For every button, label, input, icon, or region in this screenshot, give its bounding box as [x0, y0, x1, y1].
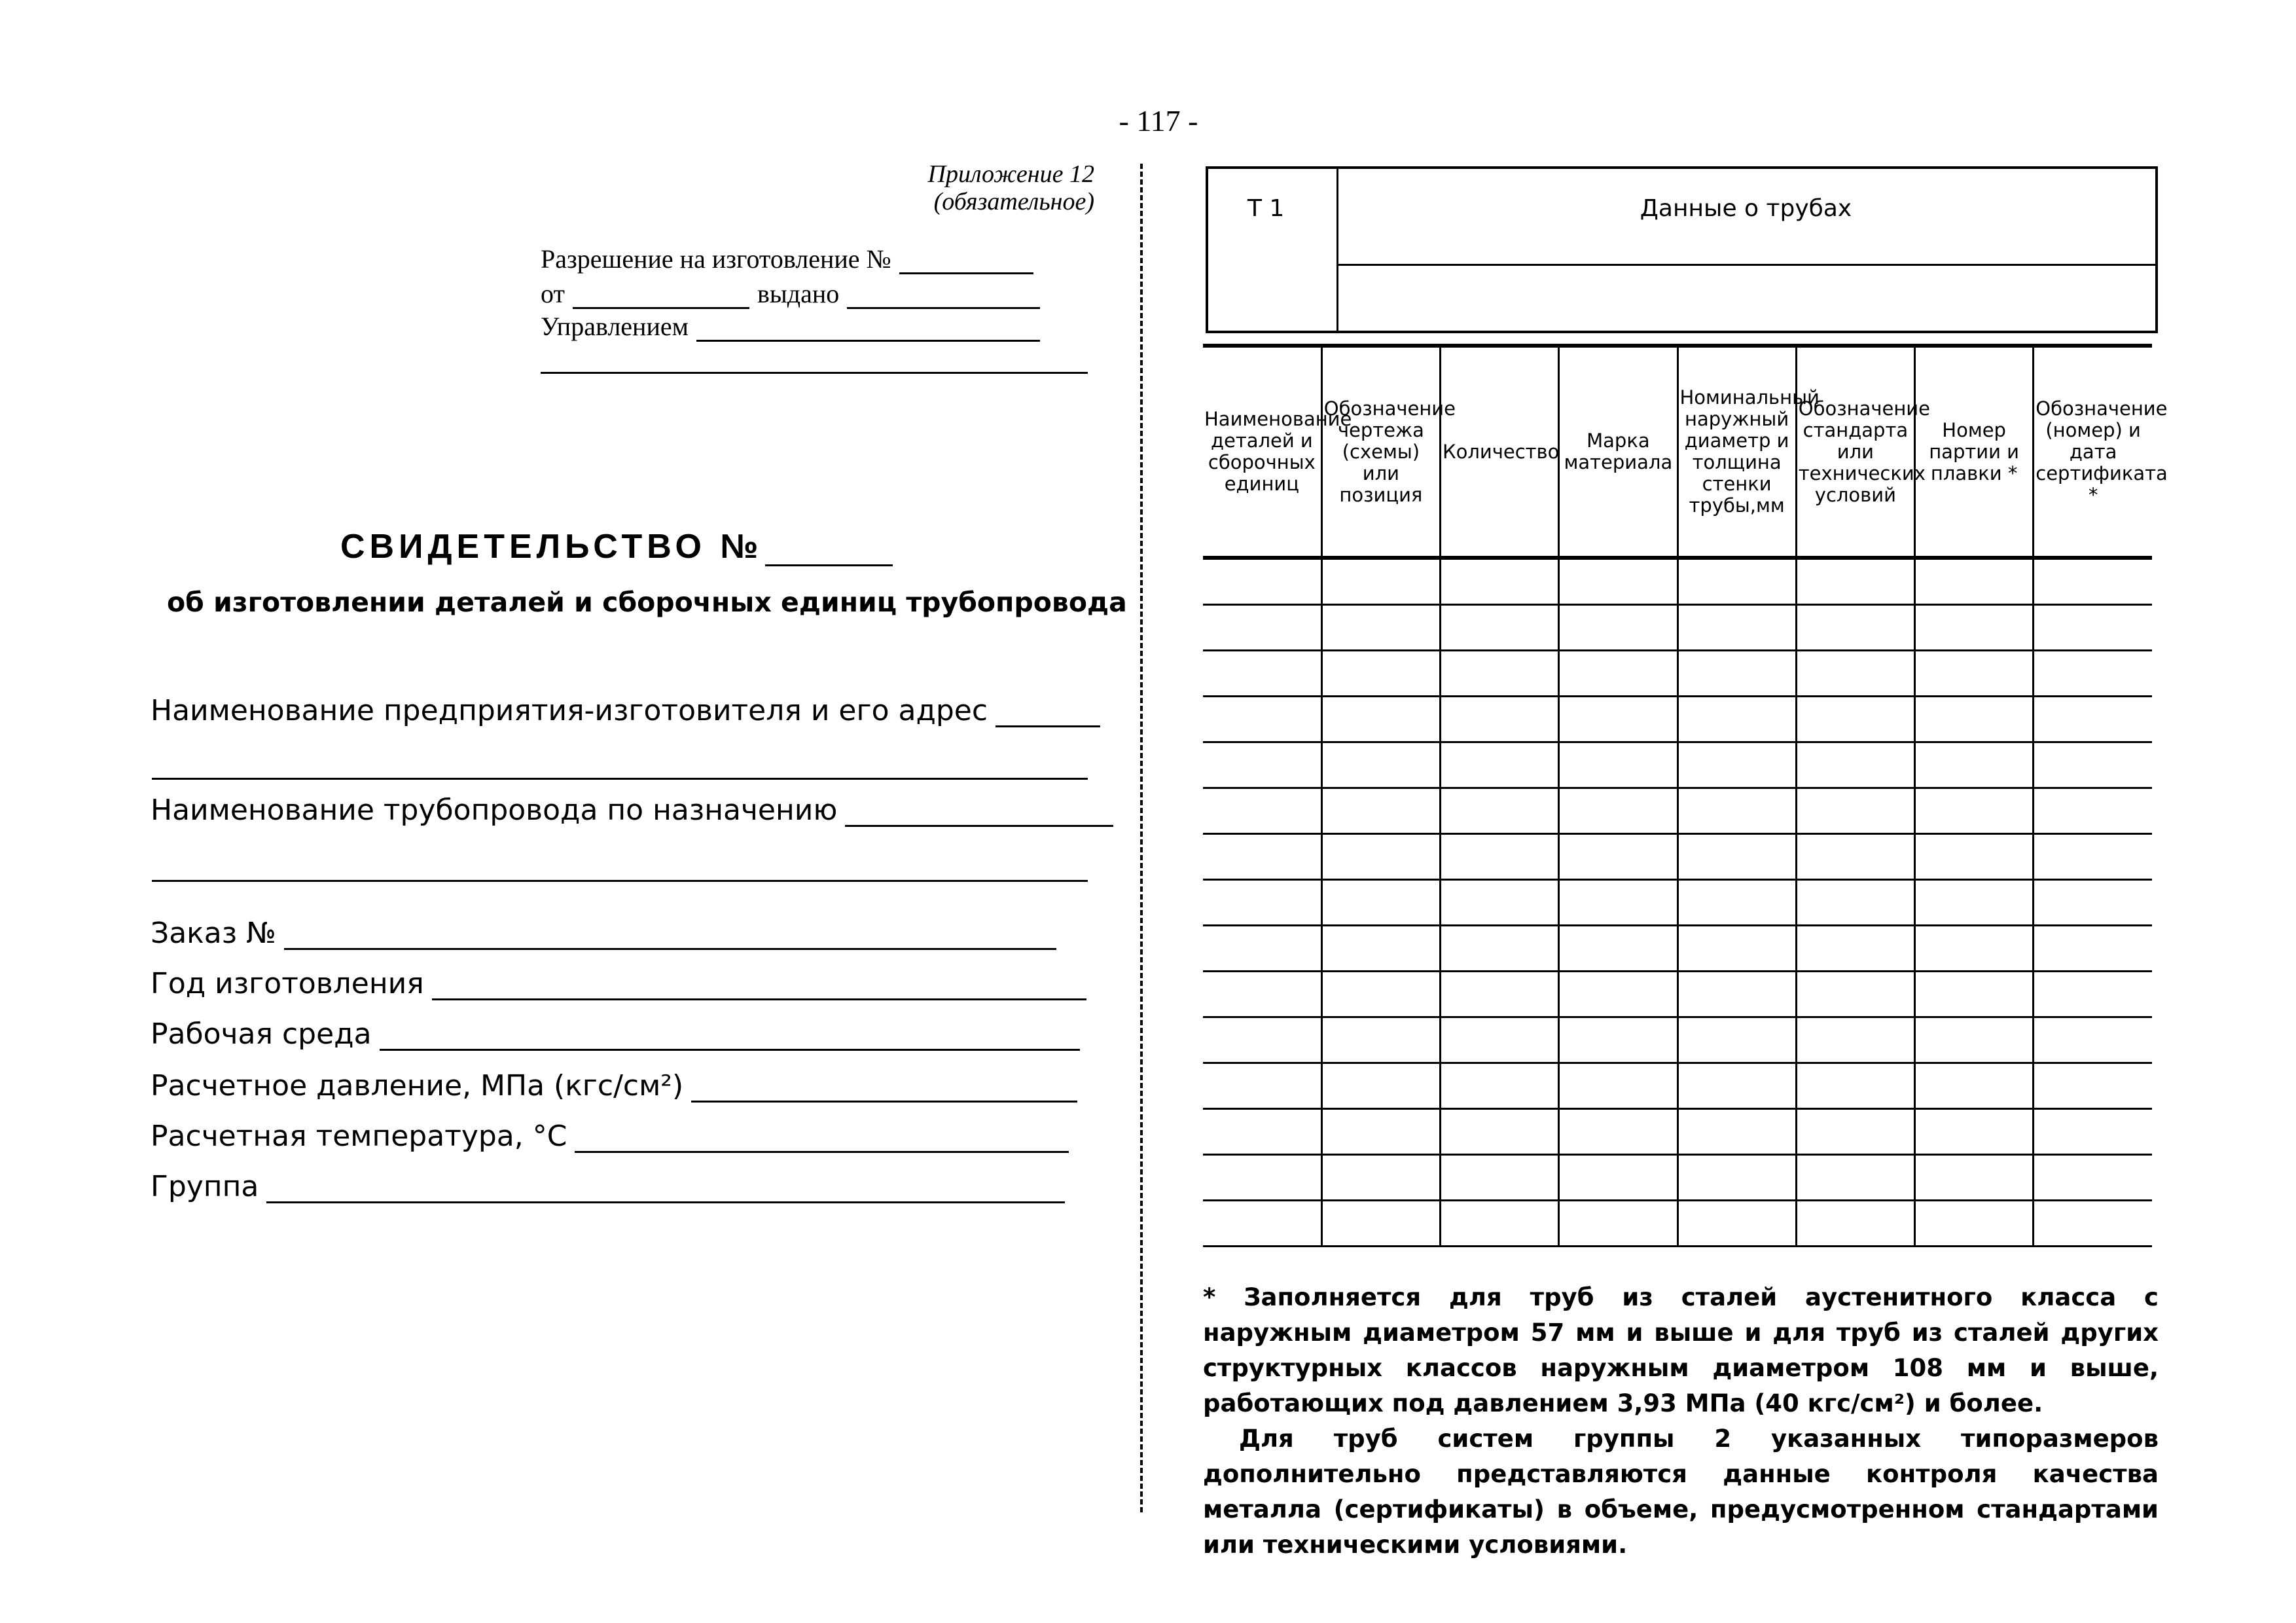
table-cell[interactable]: [1796, 972, 1914, 1017]
table-cell[interactable]: [1321, 651, 1440, 697]
table-cell[interactable]: [1321, 880, 1440, 926]
table-cell[interactable]: [1441, 972, 1559, 1017]
table-cell[interactable]: [1915, 1063, 2034, 1109]
table-cell[interactable]: [1441, 926, 1559, 972]
table-cell[interactable]: [1677, 1155, 1796, 1201]
table-cell[interactable]: [1441, 788, 1559, 834]
table-body: [1203, 558, 2152, 1247]
table-cell[interactable]: [1796, 834, 1914, 880]
table-cell[interactable]: [1559, 1201, 1677, 1247]
table-cell[interactable]: [1203, 742, 1321, 788]
table-cell[interactable]: [1915, 697, 2034, 742]
table-cell[interactable]: [1677, 697, 1796, 742]
table-cell[interactable]: [1203, 1017, 1321, 1063]
manufacturer-extra-line[interactable]: [152, 778, 1088, 780]
table-cell[interactable]: [1321, 1201, 1440, 1247]
table-cell[interactable]: [1796, 1201, 1914, 1247]
table-cell[interactable]: [1321, 558, 1440, 605]
pipe-data-table: [1203, 344, 2168, 1247]
table-cell[interactable]: [1796, 1155, 1914, 1201]
table-cell[interactable]: [1677, 834, 1796, 880]
table-row: [1203, 742, 2152, 788]
column-header: Обозначение стандарта или технических условий: [1796, 346, 1914, 558]
table-cell[interactable]: [2034, 1155, 2152, 1201]
table-cell[interactable]: [1677, 1017, 1796, 1063]
group-label: Группа: [151, 1170, 259, 1203]
table-cell[interactable]: [1441, 1155, 1559, 1201]
table-cell[interactable]: [1559, 651, 1677, 697]
temperature-field: [151, 1120, 1069, 1153]
certificate-subtitle: об изготовлении деталей и сборочных единиц трубопровода: [167, 587, 1127, 618]
table-t1-divider: [1336, 264, 2155, 266]
table-cell[interactable]: [1559, 880, 1677, 926]
permit-extra-line[interactable]: [541, 372, 1088, 374]
certificate-title-text: СВИДЕТЕЛЬСТВО №: [340, 528, 763, 566]
pressure-blank[interactable]: [691, 1076, 1077, 1103]
table-cell[interactable]: [1203, 605, 1321, 651]
table-t1-separator: [1336, 169, 1338, 331]
table-cell[interactable]: [1915, 742, 2034, 788]
table-cell[interactable]: [1559, 697, 1677, 742]
column-header: Количество: [1441, 346, 1559, 558]
table-cell[interactable]: [2034, 880, 2152, 926]
table-row: [1203, 972, 2152, 1017]
table-cell[interactable]: [1796, 1017, 1914, 1063]
table-cell[interactable]: [1321, 1017, 1440, 1063]
table-row: [1203, 697, 2152, 742]
medium-field: [151, 1017, 1080, 1051]
table-cell[interactable]: [1441, 742, 1559, 788]
column-header: Наименование деталей и сборочных единиц: [1203, 346, 1321, 558]
table-t1-title: Данные о трубах: [1640, 195, 1852, 222]
permit-label: Разрешение на изготовление №: [541, 244, 891, 274]
column-header: Номер партии и плавки *: [1915, 346, 2034, 558]
manufacturer-label: Наименование предприятия-изготовителя и его адрес: [151, 694, 988, 727]
table-cell[interactable]: [1559, 742, 1677, 788]
table-cell[interactable]: [1796, 697, 1914, 742]
table-cell[interactable]: [1559, 1109, 1677, 1155]
table-cell[interactable]: [1203, 558, 1321, 605]
table-cell[interactable]: [2034, 788, 2152, 834]
table-cell[interactable]: [1677, 605, 1796, 651]
page-number: - 117 -: [1119, 104, 1198, 137]
table-row: [1203, 1109, 2152, 1155]
table-cell[interactable]: [1203, 697, 1321, 742]
table-cell[interactable]: [1915, 926, 2034, 972]
table-cell[interactable]: [1441, 1017, 1559, 1063]
table-cell[interactable]: [1441, 558, 1559, 605]
table-cell[interactable]: [1203, 651, 1321, 697]
table-row: [1203, 1063, 2152, 1109]
table-row: [1203, 1201, 2152, 1247]
table-cell[interactable]: [1677, 880, 1796, 926]
permit-issued-blank[interactable]: [847, 285, 1040, 309]
table-row: [1203, 1017, 2152, 1063]
table-cell[interactable]: [1321, 788, 1440, 834]
table-cell[interactable]: [1203, 1201, 1321, 1247]
permit-date-line: [541, 278, 1040, 309]
table-cell[interactable]: [1321, 697, 1440, 742]
table-cell[interactable]: [1677, 1063, 1796, 1109]
permit-authority-blank[interactable]: [696, 318, 1040, 342]
table-cell[interactable]: [1559, 926, 1677, 972]
table-cell[interactable]: [1203, 1109, 1321, 1155]
table-cell[interactable]: [1559, 1063, 1677, 1109]
table-cell[interactable]: [1441, 834, 1559, 880]
order-field: [151, 917, 1056, 950]
table-cell[interactable]: [2034, 834, 2152, 880]
table-cell[interactable]: [1915, 558, 2034, 605]
table-cell[interactable]: [2034, 926, 2152, 972]
pipeline-field: [151, 793, 1113, 827]
table-cell[interactable]: [2034, 651, 2152, 697]
column-header: Обозначение чертежа (схемы) или позиция: [1321, 346, 1440, 558]
pipeline-label: Наименование трубопровода по назначению: [151, 793, 838, 827]
table-row: [1203, 788, 2152, 834]
table-cell[interactable]: [1915, 788, 2034, 834]
table-cell[interactable]: [1321, 1109, 1440, 1155]
table-cell[interactable]: [1203, 972, 1321, 1017]
permit-authority-label: Управлением: [541, 312, 689, 341]
table-cell[interactable]: [1677, 1109, 1796, 1155]
table-cell[interactable]: [1796, 1063, 1914, 1109]
table-cell[interactable]: [1915, 834, 2034, 880]
permit-from-label: от: [541, 279, 565, 308]
table-cell[interactable]: [2034, 558, 2152, 605]
table-cell[interactable]: [1441, 1063, 1559, 1109]
table-cell[interactable]: [1559, 605, 1677, 651]
table-cell[interactable]: [1677, 788, 1796, 834]
table-cell[interactable]: [1915, 880, 2034, 926]
table-cell[interactable]: [1441, 1109, 1559, 1155]
temperature-label: Расчетная температура, °С: [151, 1120, 567, 1153]
table-cell[interactable]: [1915, 605, 2034, 651]
table-cell[interactable]: [1203, 834, 1321, 880]
year-label: Год изготовления: [151, 967, 424, 1000]
table-cell[interactable]: [2034, 697, 2152, 742]
table-cell[interactable]: [1321, 926, 1440, 972]
year-blank[interactable]: [432, 974, 1086, 1000]
table-cell[interactable]: [1915, 1109, 2034, 1155]
pressure-field: [151, 1069, 1077, 1103]
pressure-label: Расчетное давление, МПа (кгс/см²): [151, 1069, 684, 1103]
table-t1-label: Т 1: [1247, 195, 1285, 222]
table-cell[interactable]: [1203, 926, 1321, 972]
table-cell[interactable]: [1915, 1201, 2034, 1247]
certificate-number-blank[interactable]: [765, 536, 893, 566]
table-header-row: [1203, 346, 2152, 558]
table-cell[interactable]: [1915, 651, 2034, 697]
table-cell[interactable]: [2034, 742, 2152, 788]
table-cell[interactable]: [2034, 605, 2152, 651]
medium-blank[interactable]: [380, 1024, 1080, 1051]
manufacturer-field: [151, 694, 1100, 727]
table-cell[interactable]: [1559, 1155, 1677, 1201]
table-cell[interactable]: [1203, 1063, 1321, 1109]
table-cell[interactable]: [1203, 880, 1321, 926]
table-cell[interactable]: [1796, 788, 1914, 834]
table-cell[interactable]: [1796, 558, 1914, 605]
manufacturer-blank[interactable]: [996, 701, 1100, 727]
table-cell[interactable]: [1559, 558, 1677, 605]
table-cell[interactable]: [1677, 742, 1796, 788]
certificate-title: [340, 527, 893, 566]
table-cell[interactable]: [2034, 1201, 2152, 1247]
table-row: [1203, 880, 2152, 926]
table-cell[interactable]: [1321, 1155, 1440, 1201]
pipeline-extra-line[interactable]: [152, 880, 1088, 882]
table-cell[interactable]: [1321, 1063, 1440, 1109]
medium-label: Рабочая среда: [151, 1017, 372, 1051]
permit-date-blank[interactable]: [573, 285, 749, 309]
temperature-blank[interactable]: [575, 1126, 1069, 1153]
table-cell[interactable]: [1441, 605, 1559, 651]
table-row: [1203, 926, 2152, 972]
footnote-paragraph-1: * Заполняется для труб из сталей аустенитного класса с наружным диаметром 57 мм и выше и для труб из сталей других структурных классов наружным диаметром 108 мм и выше, работающих под давлением 3,93 МПа (40 кгс/см²) и более.: [1203, 1283, 2159, 1417]
table-cell[interactable]: [1796, 651, 1914, 697]
permit-number-blank[interactable]: [899, 250, 1033, 274]
table-cell[interactable]: [1321, 834, 1440, 880]
group-blank[interactable]: [266, 1176, 1065, 1203]
table-cell[interactable]: [1441, 697, 1559, 742]
footnote: [1203, 1280, 2159, 1563]
appendix-label: [928, 160, 1094, 215]
table-cell[interactable]: [2034, 1017, 2152, 1063]
table-cell[interactable]: [1441, 880, 1559, 926]
table-cell[interactable]: [2034, 1109, 2152, 1155]
table-row: [1203, 834, 2152, 880]
table-cell[interactable]: [1677, 1201, 1796, 1247]
order-label: Заказ №: [151, 917, 276, 950]
table-cell[interactable]: [1321, 742, 1440, 788]
table-cell[interactable]: [1796, 742, 1914, 788]
group-field: [151, 1170, 1065, 1203]
table-cell[interactable]: [1677, 972, 1796, 1017]
appendix-title: Приложение 12: [927, 160, 1094, 188]
table-cell[interactable]: [1321, 972, 1440, 1017]
table-row: [1203, 1155, 2152, 1201]
footnote-paragraph-2: Для труб систем группы 2 указанных типоразмеров дополнительно представляются данные контроля качества металла (сертификаты) в объеме, предусмотренном стандартами или техническими условиями.: [1203, 1425, 2159, 1559]
table-cell[interactable]: [2034, 972, 2152, 1017]
table-cell[interactable]: [1796, 1109, 1914, 1155]
table-row: [1203, 558, 2152, 605]
table-row: [1203, 605, 2152, 651]
table-cell[interactable]: [1203, 1155, 1321, 1201]
table-cell[interactable]: [1915, 1155, 2034, 1201]
table-cell[interactable]: [1559, 1017, 1677, 1063]
table-row: [1203, 651, 2152, 697]
appendix-note: (обязательное): [933, 188, 1094, 215]
table-cell[interactable]: [1559, 972, 1677, 1017]
table-cell[interactable]: [1559, 834, 1677, 880]
table-cell[interactable]: [1915, 1017, 2034, 1063]
cut-line-divider: [1140, 164, 1143, 1512]
column-header: Номинальный наружный диаметр и толщина стенки трубы,мм: [1677, 346, 1796, 558]
table-cell[interactable]: [1203, 788, 1321, 834]
permit-issued-label: выдано: [757, 279, 840, 308]
table-cell[interactable]: [2034, 1063, 2152, 1109]
pipeline-blank[interactable]: [845, 800, 1113, 827]
table-cell[interactable]: [1441, 1201, 1559, 1247]
table-cell[interactable]: [1677, 651, 1796, 697]
table-cell[interactable]: [1321, 605, 1440, 651]
order-blank[interactable]: [284, 923, 1056, 950]
permit-authority-line: [541, 311, 1040, 342]
column-header: Обозначение (номер) и дата сертификата *: [2034, 346, 2152, 558]
table-cell[interactable]: [1796, 880, 1914, 926]
table-t1-header: [1206, 166, 2158, 333]
table-cell[interactable]: [1559, 788, 1677, 834]
column-header: Марка материала: [1559, 346, 1677, 558]
table-cell[interactable]: [1441, 651, 1559, 697]
year-field: [151, 967, 1086, 1000]
table-cell[interactable]: [1915, 972, 2034, 1017]
table-cell[interactable]: [1796, 605, 1914, 651]
table-cell[interactable]: [1677, 926, 1796, 972]
table-cell[interactable]: [1796, 926, 1914, 972]
permit-number-line: [541, 244, 1033, 274]
table-cell[interactable]: [1677, 558, 1796, 605]
